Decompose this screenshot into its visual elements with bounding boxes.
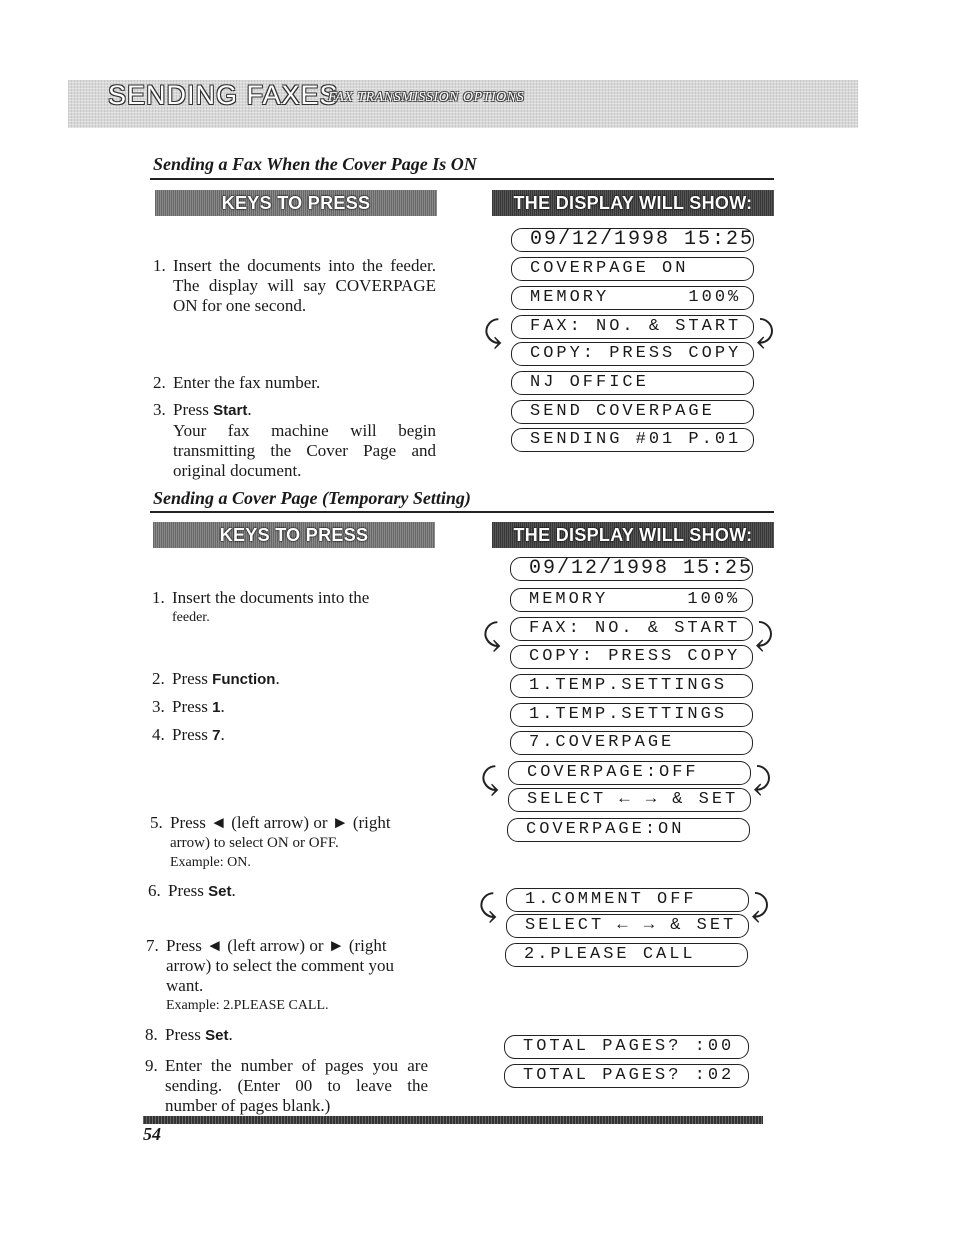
set-key: Set	[205, 1027, 229, 1044]
step-text: Your fax machine will begin transmitting the Cover Page and original document.	[173, 421, 436, 480]
lcd-display: 2.PLEASE CALL	[505, 943, 748, 967]
step-prefix: Press	[168, 881, 209, 900]
step-number: 2.	[152, 669, 165, 688]
section2-step-3	[152, 697, 435, 718]
step-suffix: .	[231, 881, 236, 900]
lcd-display: NJ OFFICE	[511, 371, 754, 395]
lcd-display: 1.COMMENT OFF	[506, 888, 749, 912]
step-number: 9.	[145, 1056, 158, 1075]
section1-keys-banner: KEYS TO PRESS	[155, 190, 437, 216]
cycle-left-arrow-icon: ⤹	[481, 762, 499, 797]
step-text: Insert the documents into the feeder. The display will say COVERPAGE ON for one second.	[173, 256, 436, 315]
step-number: 6.	[148, 881, 161, 900]
lcd-display: 1.TEMP.SETTINGS	[510, 703, 753, 727]
section2-step-2	[152, 669, 435, 690]
step-prefix: Press	[172, 697, 213, 716]
step-suffix: .	[275, 669, 280, 688]
section2-display-banner: THE DISPLAY WILL SHOW:	[492, 522, 774, 548]
lcd-display: 09/12/1998 15:25	[511, 228, 754, 252]
step-suffix: .	[228, 1025, 233, 1044]
step-text: Enter the fax number.	[173, 373, 321, 392]
section2-keys-banner: KEYS TO PRESS	[153, 522, 435, 548]
step-number: 3.	[152, 697, 165, 716]
step-suffix: .	[247, 400, 252, 419]
section2-step-6	[148, 881, 431, 902]
page-number: 54	[143, 1124, 161, 1144]
lcd-display: 7.COVERPAGE	[510, 731, 753, 755]
step-text-small: feeder.	[172, 610, 210, 625]
section1-step-1	[153, 256, 436, 316]
chapter-title: SENDING FAXES	[108, 80, 339, 110]
step-example: Example: 2.PLEASE CALL.	[166, 998, 329, 1013]
cycle-right-arrow-icon: ⤸	[756, 315, 774, 350]
lcd-display: 09/12/1998 15:25	[510, 557, 753, 581]
lcd-display: SENDING #01 P.01	[511, 428, 754, 452]
set-key: Set	[208, 883, 232, 900]
lcd-display: COPY: PRESS COPY	[511, 342, 754, 366]
lcd-display: TOTAL PAGES? :00	[504, 1035, 749, 1059]
step-prefix: Press	[172, 669, 213, 688]
key-7: 7	[212, 727, 221, 744]
section2-step-4	[152, 725, 435, 746]
lcd-display: TOTAL PAGES? :02	[504, 1064, 749, 1088]
cycle-left-arrow-icon: ⤹	[484, 315, 502, 350]
step-number: 3.	[153, 400, 166, 419]
lcd-display: MEMORY 100%	[510, 588, 753, 612]
cycle-right-arrow-icon: ⤸	[755, 618, 773, 653]
section2-step-8	[145, 1025, 428, 1046]
lcd-display: COPY: PRESS COPY	[510, 645, 753, 669]
section2-step-9	[145, 1056, 428, 1116]
lcd-display: COVERPAGE ON	[511, 257, 754, 281]
lcd-display: SEND COVERPAGE	[511, 400, 754, 424]
step-prefix: Press	[172, 725, 213, 744]
step-text: Press ◄ (left arrow) or ► (right	[170, 813, 391, 832]
section1-title: Sending a Fax When the Cover Page Is ON	[153, 154, 477, 174]
lcd-display: SELECT ← → & SET	[508, 788, 751, 812]
lcd-display: COVERPAGE:ON	[507, 818, 750, 842]
lcd-display: MEMORY 100%	[511, 286, 754, 310]
chapter-subtitle: FAX TRANSMISSION OPTIONS	[328, 90, 525, 105]
step-number: 1.	[152, 588, 165, 607]
step-number: 8.	[145, 1025, 158, 1044]
step-number: 5.	[150, 813, 163, 832]
step-example: Example: ON.	[170, 855, 251, 870]
section2-step-5	[150, 813, 433, 873]
lcd-display: SELECT ← → & SET	[506, 914, 749, 938]
lcd-display: 1.TEMP.SETTINGS	[510, 674, 753, 698]
lcd-display: FAX: NO. & START	[510, 617, 753, 641]
section1-display-banner: THE DISPLAY WILL SHOW:	[492, 190, 774, 216]
step-suffix: .	[220, 697, 225, 716]
step-number: 4.	[152, 725, 165, 744]
step-prefix: Press	[165, 1025, 206, 1044]
step-number: 2.	[153, 373, 166, 392]
section2-rule	[150, 511, 774, 513]
step-text: Enter the number of pages you are sending. (Enter 00 to leave the number of pages blank.)	[165, 1056, 428, 1115]
step-number: 7.	[146, 936, 159, 955]
function-key: Function	[212, 671, 276, 688]
section2-step-7	[146, 936, 429, 1016]
step-number: 1.	[153, 256, 166, 275]
section2-step-1	[152, 588, 435, 628]
section1-step-2	[153, 373, 436, 393]
section1-step-3	[153, 400, 436, 481]
step-prefix: Press	[173, 400, 214, 419]
step-text: Press ◄ (left arrow) or ► (right arrow) to select the comment you want.	[166, 936, 395, 995]
start-key: Start	[213, 402, 248, 419]
step-suffix: .	[220, 725, 225, 744]
cycle-right-arrow-icon: ⤸	[753, 762, 771, 797]
cycle-right-arrow-icon: ⤸	[751, 889, 769, 924]
key-1: 1	[212, 699, 221, 716]
section1-rule	[150, 178, 774, 180]
section2-title: Sending a Cover Page (Temporary Setting)	[153, 488, 471, 508]
lcd-display: FAX: NO. & START	[511, 315, 754, 339]
cycle-left-arrow-icon: ⤹	[479, 889, 497, 924]
lcd-display: COVERPAGE:OFF	[508, 761, 751, 785]
step-text-small: arrow) to select ON or OFF.	[170, 835, 339, 851]
footer-bar	[143, 1116, 763, 1124]
step-text: Insert the documents into the	[172, 588, 370, 607]
cycle-left-arrow-icon: ⤹	[483, 618, 501, 653]
